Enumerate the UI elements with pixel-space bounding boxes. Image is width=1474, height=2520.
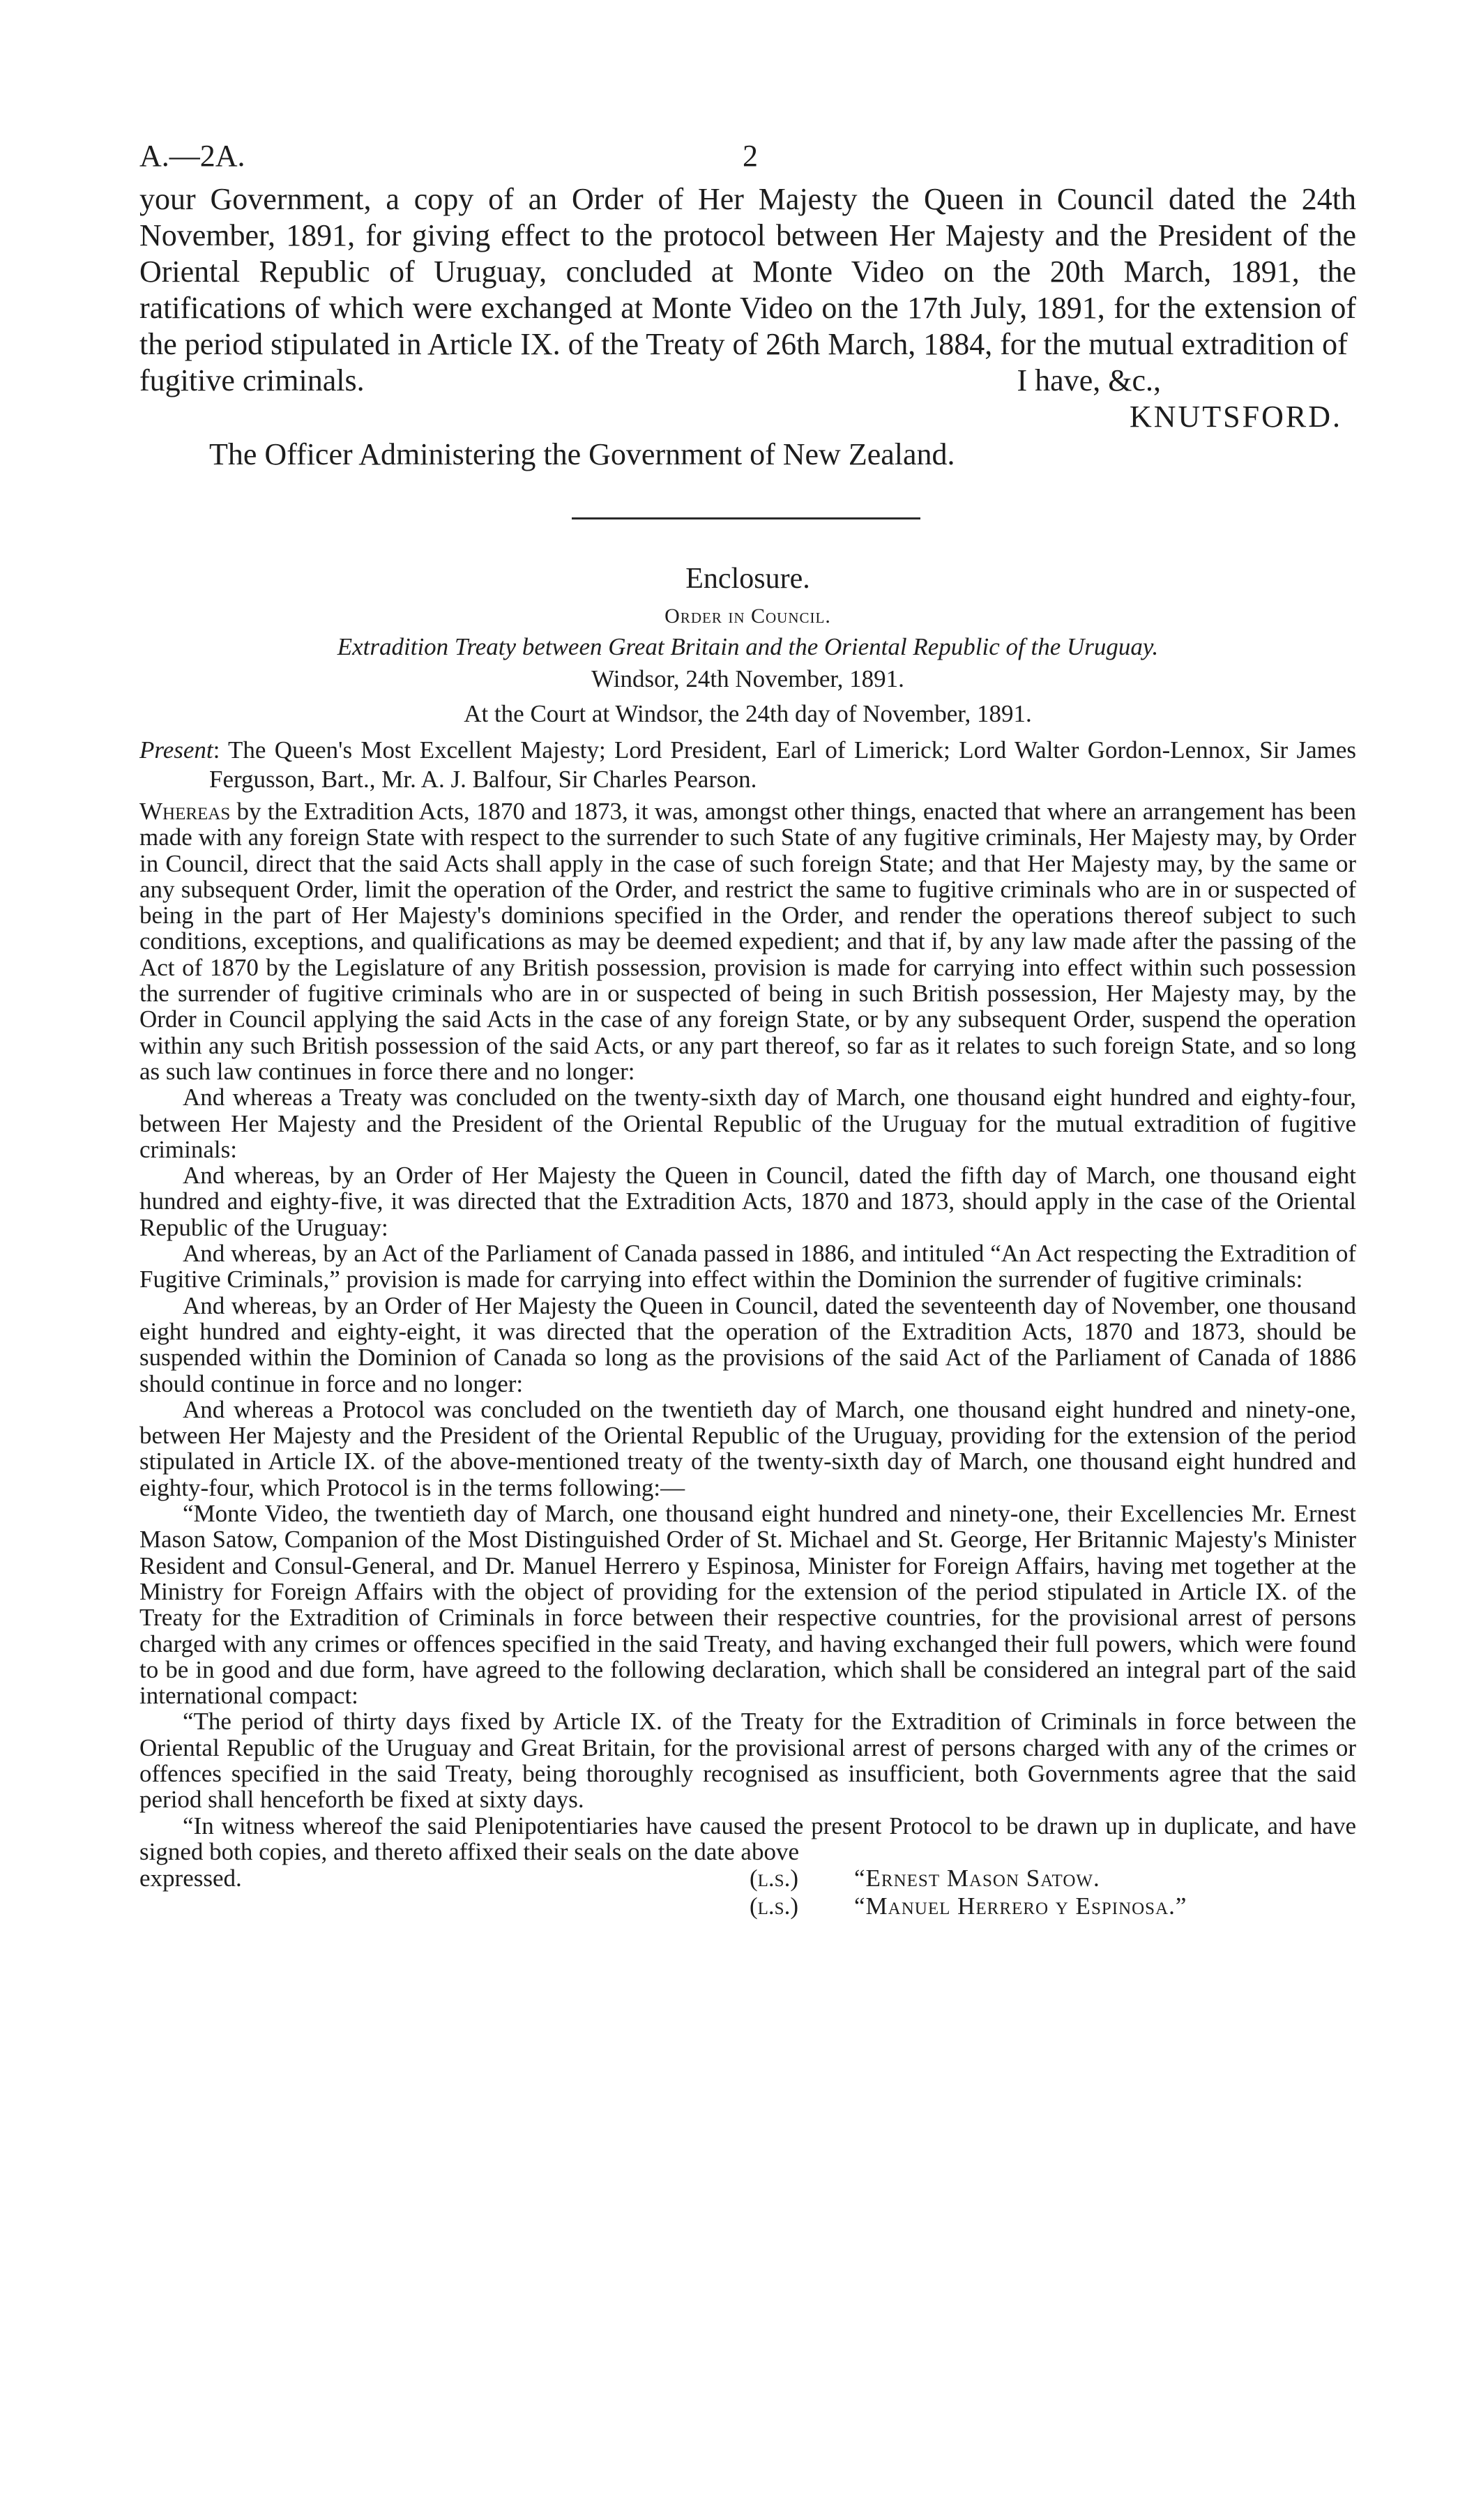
seal-mark-1: (l.s.)	[750, 1865, 798, 1892]
letter-signature: KNUTSFORD.	[1129, 400, 1342, 434]
page-header	[139, 132, 1356, 181]
signature-line-1	[139, 1865, 1356, 1892]
letter-closing: I have, &c.,	[1017, 363, 1161, 397]
document-page	[139, 132, 1356, 1920]
place-date: Windsor, 24th November, 1891.	[591, 665, 904, 692]
page-number: 2	[743, 139, 758, 173]
signer-1: “Ernest Mason Satow.	[854, 1865, 1100, 1892]
present-text: : The Queen's Most Excellent Majesty; Lord President, Earl of Limerick; Lord Walter Gordon-Lennox, Sir James Fergusson, Bart., Mr. A. J. Balfour, Sir Charles Pearson.	[209, 736, 1356, 793]
signature-line-2	[139, 1892, 1356, 1920]
enclosure-subtitle: Order in Council.	[664, 605, 831, 628]
present-label: Present	[139, 736, 213, 764]
present-paragraph	[139, 736, 1356, 794]
letter-last-line: fugitive criminals.	[139, 363, 365, 397]
enclosure-title: Enclosure.	[685, 563, 810, 595]
seal-mark-2: (l.s.)	[750, 1892, 798, 1920]
letter-recipient: The Officer Administering the Government of New Zealand.	[209, 437, 955, 471]
document-reference: A.—2A.	[139, 139, 245, 173]
protocol-paragraph-3: “In witness whereof the said Plenipotentiaries have caused the present Protocol to be drawn up in duplicate, and have signed both copies, and thereto affixed their seals on the date above	[139, 1812, 1356, 1865]
whereas-paragraph-6: And whereas a Protocol was concluded on the twentieth day of March, one thousand eight hundred and ninety-one, between Her Majesty and the President of the Oriental Republic of the Uruguay, providing for the extension of the period stipulated in Article IX. of the above-mentioned treaty of the twenty-sixth day of March, one thousand eight hundred and eighty-four, which Protocol is in the terms following:—	[139, 1395, 1356, 1501]
signer-2: “Manuel Herrero y Espinosa.”	[854, 1892, 1187, 1920]
court-line: At the Court at Windsor, the 24th day of November, 1891.	[464, 700, 1032, 727]
paragraph-1-text: by the Extradition Acts, 1870 and 1873, it was, amongst other things, enacted that where an arrangement has been made with any foreign State with respect to the surrender to such State of any fugitive criminals, Her Majesty may, by Order in Council, direct that the said Acts shall apply in the case of such foreign State; and that Her Majesty may, by the same or any subsequent Order, limit the operation of the Order, and restrict the same to fugitive criminals who are in or suspected of being in the part of Her Majesty's dominions specified in the Order, and render the operations thereof subject to such conditions, exceptions, and qualifications as may be deemed expedient; and that if, by any law made after the passing of the Act of 1870 by the Legislature of any British possession, provision is made for carrying into effect within such possession the surrender of fugitive criminals who are in or suspected of being in such British possession, Her Majesty may, by the Order in Council applying the said Acts in the case of any foreign State, or by any subsequent Order, suspend the operation within any such British possession of the said Acts, or any part thereof, so far as it relates to such foreign State, and so long as such law continues in force there and no longer:	[139, 798, 1356, 1085]
expressed-text: expressed.	[139, 1865, 242, 1892]
letter-closing-line	[139, 363, 1356, 399]
treaty-title: Extradition Treaty between Great Britain and the Oriental Republic of the Uruguay.	[337, 633, 1159, 660]
protocol-paragraph-1: “Monte Video, the twentieth day of March, one thousand eight hundred and ninety-one, their Excellencies Mr. Ernest Mason Satow, Companion of the Most Distinguished Order of St. Michael and St. George, Her Britannic Majesty's Minister Resident and Consul-General, and Dr. Manuel Herrero y Espinosa, Minister for Foreign Affairs, having met together at the Ministry for Foreign Affairs with the object of providing for the extension of the period stipulated in Article IX. of the Treaty for the Extradition of Criminals in force between their respective countries, for the provisional arrest of persons charged with any crimes or offences specified in the said Treaty, and having exchanged their full powers, which were found to be in good and due form, have agreed to the following declaration, which shall be considered an integral part of the said international compact:	[139, 1500, 1356, 1710]
section-divider	[572, 517, 920, 519]
whereas-paragraph-2: And whereas a Treaty was concluded on the twenty-sixth day of March, one thousand eight hundred and eighty-four, between Her Majesty and the President of the Oriental Republic of the Uruguay for the mutual extradition of fugitive criminals:	[139, 1084, 1356, 1163]
whereas-word: Whereas	[139, 798, 231, 825]
protocol-paragraph-2: “The period of thirty days fixed by Article IX. of the Treaty for the Extradition of Criminals in force between the Oriental Republic of the Uruguay and Great Britain, for the provisional arrest of persons charged with any of the crimes or offences specified in the said Treaty, being thoroughly recognised as insufficient, both Governments agree that the said period shall henceforth be fixed at sixty days.	[139, 1708, 1356, 1814]
letter-body: your Government, a copy of an Order of Her Majesty the Queen in Council dated the 24th November, 1891, for giving effect to the protocol between Her Majesty and the President of the Oriental Republic of Uruguay, concluded at Monte Video on the 20th March, 1891, the ratifications of which were exchanged at Monte Video on the 17th July, 1891, for the extension of the period stipulated in Article IX. of the Treaty of 26th March, 1884, for the mutual extradition of	[139, 182, 1356, 361]
whereas-paragraph-5: And whereas, by an Order of Her Majesty the Queen in Council, dated the seventeenth day of November, one thousand eight hundred and eighty-eight, it was directed that the operation of the Extradition Acts, 1870 and 1873, should be suspended within the Dominion of Canada so long as the provisions of the said Act of the Parliament of Canada of 1886 should continue in force and no longer:	[139, 1291, 1356, 1397]
protocol-signatures	[139, 1865, 1356, 1920]
whereas-paragraph-4: And whereas, by an Act of the Parliament of Canada passed in 1886, and intituled “An Act respecting the Extradition of Fugitive Criminals,” provision is made for carrying into effect within the Dominion the surrender of fugitive criminals:	[139, 1240, 1356, 1293]
whereas-paragraph-3: And whereas, by an Order of Her Majesty the Queen in Council, dated the fifth day of March, one thousand eight hundred and eighty-five, it was directed that the Extradition Acts, 1870 and 1873, should apply in the case of the Oriental Republic of the Uruguay:	[139, 1162, 1356, 1241]
whereas-paragraph-1	[139, 798, 1356, 1084]
